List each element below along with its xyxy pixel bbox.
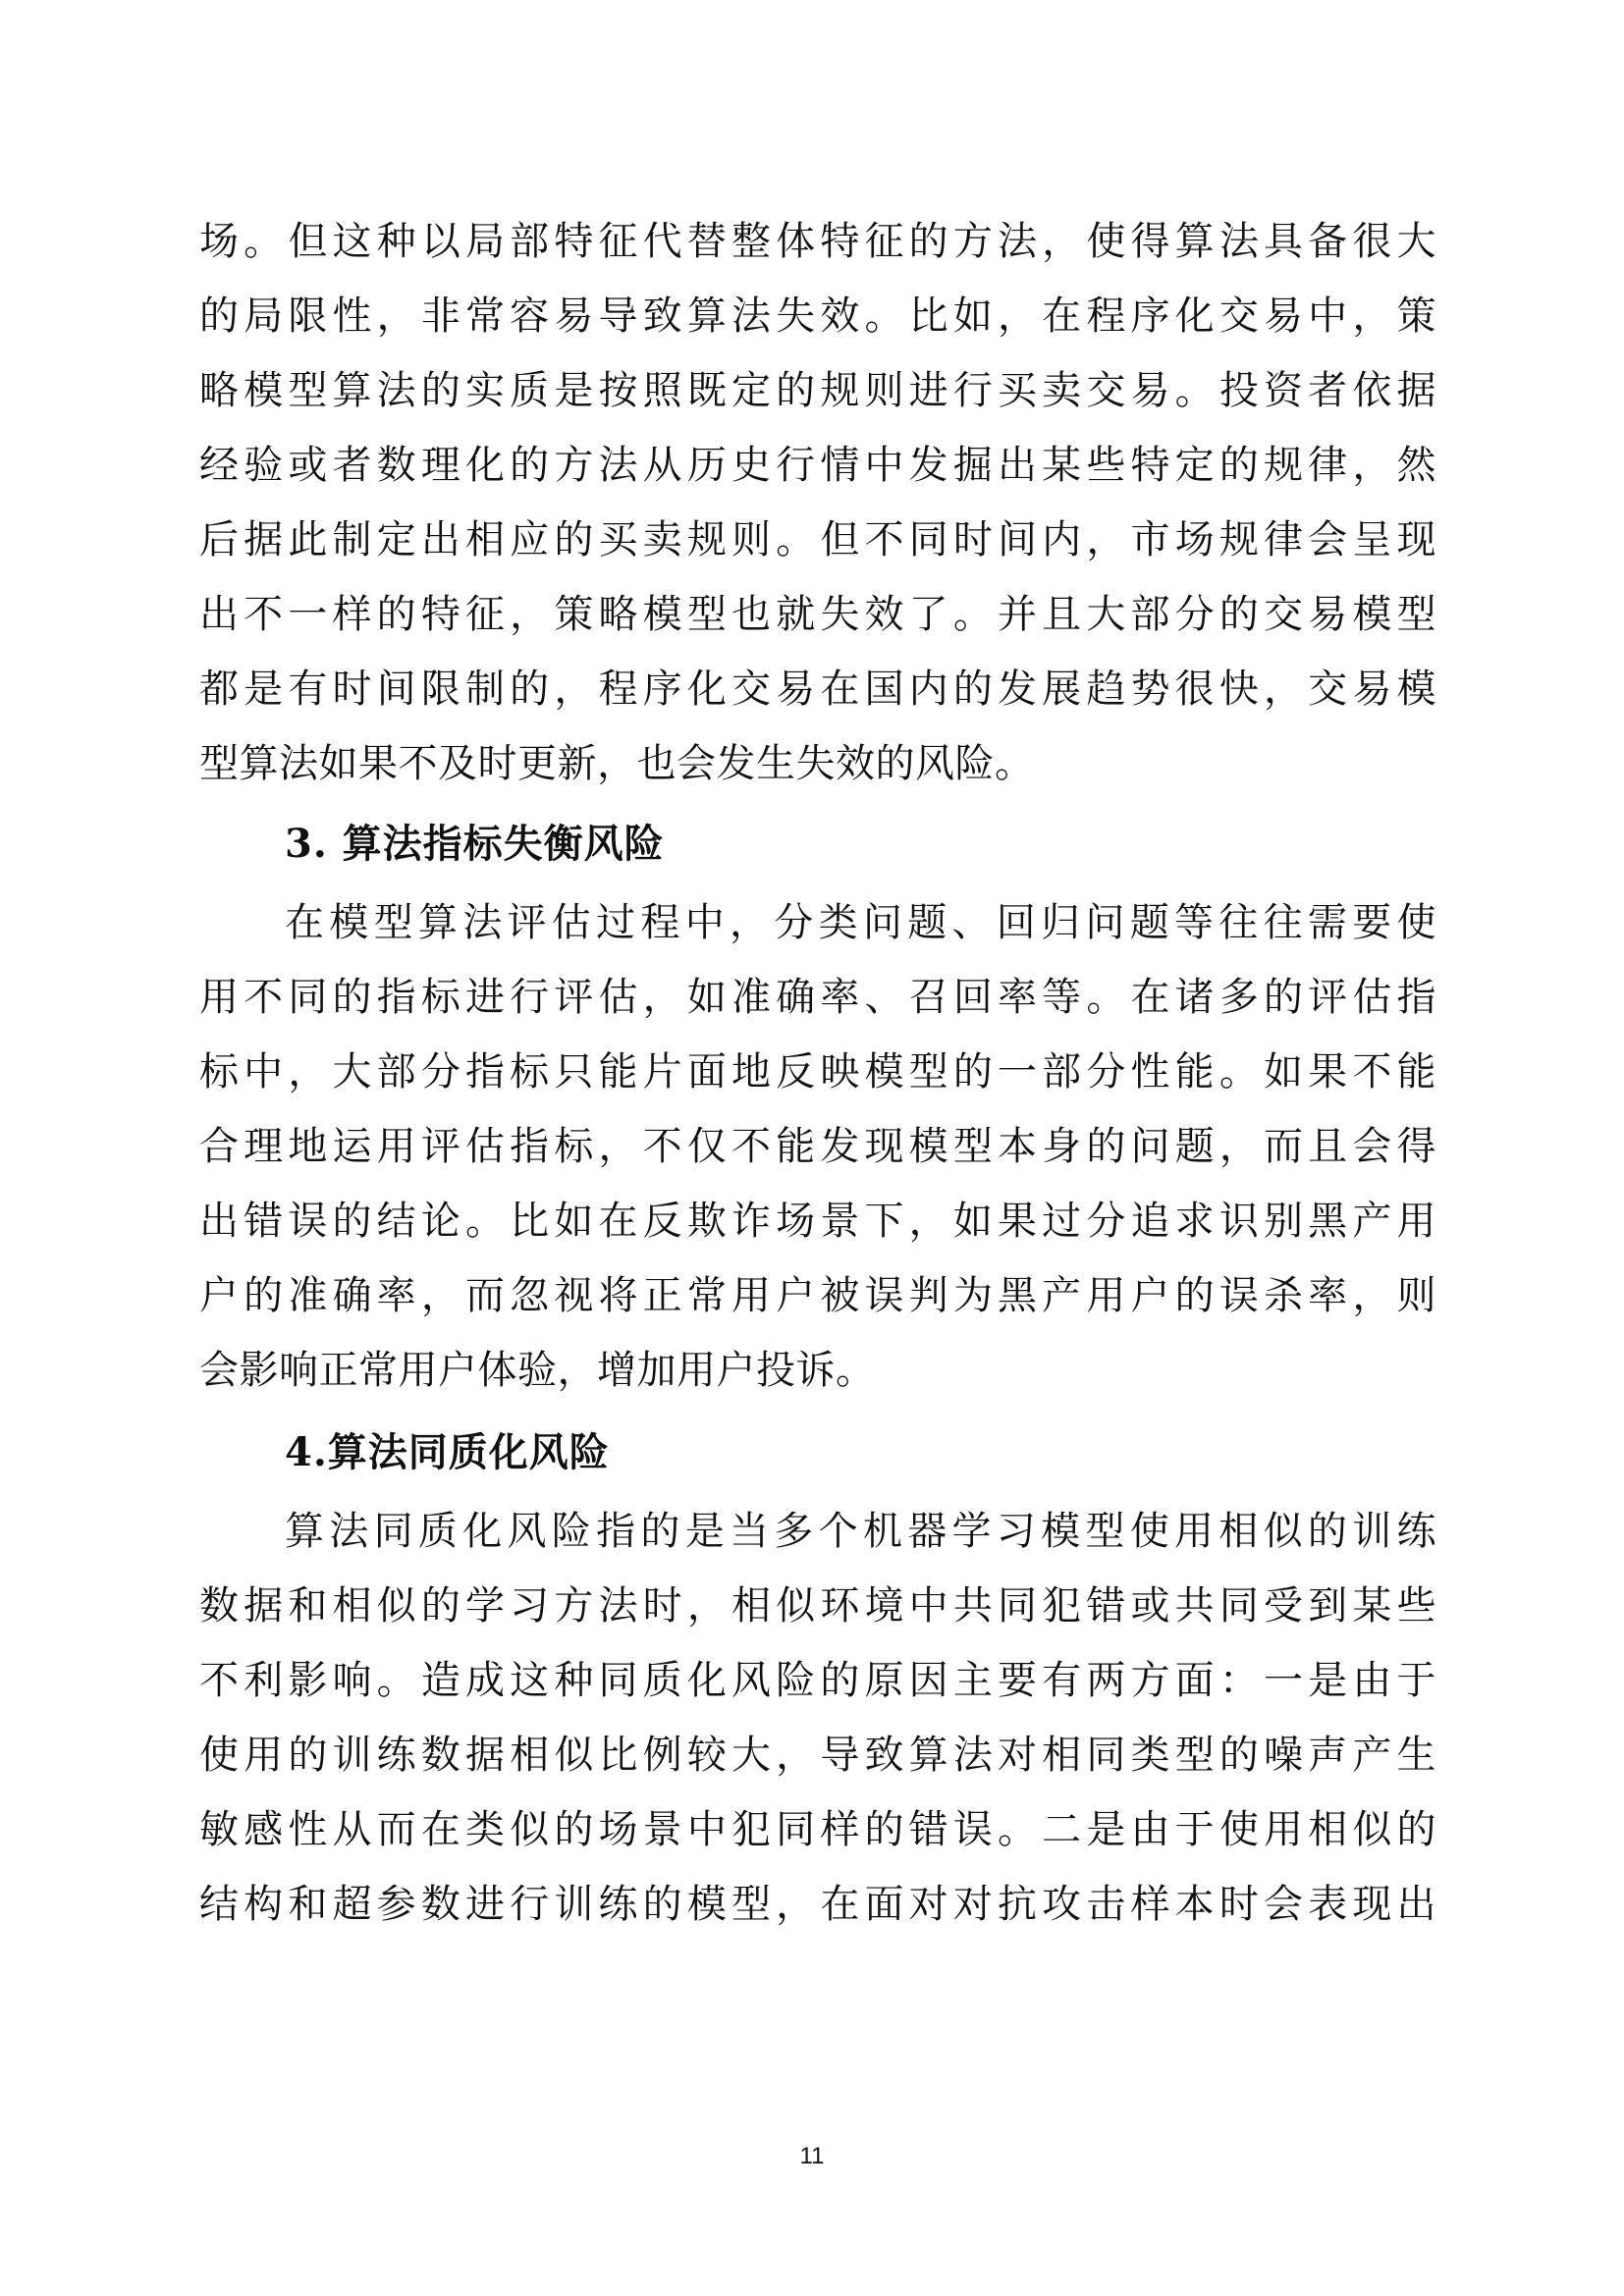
paragraph-3-line-5: 敏感性从而在类似的场景中犯同样的错误。二是由于使用相似的 bbox=[199, 1807, 1436, 1852]
paragraph-2-line-2: 用不同的指标进行评估，如准确率、召回率等。在诸多的评估指 bbox=[199, 975, 1436, 1020]
paragraph-1-line-8: 型算法如果不及时更新，也会发生失效的风险。 bbox=[199, 741, 1035, 786]
section-heading-4: 4.算法同质化风险 bbox=[285, 1429, 610, 1475]
paragraph-1-line-5: 后据此制定出相应的买卖规则。但不同时间内，市场规律会呈现 bbox=[199, 517, 1436, 562]
paragraph-3-line-2: 数据和相似的学习方法时，相似环境中共同犯错或共同受到某些 bbox=[199, 1583, 1436, 1629]
paragraph-2-line-3: 标中，大部分指标只能片面地反映模型的一部分性能。如果不能 bbox=[199, 1049, 1436, 1095]
paragraph-2-line-1: 在模型算法评估过程中，分类问题、回归问题等往往需要使 bbox=[285, 900, 1436, 945]
paragraph-2-line-4: 合理地运用评估指标，不仅不能发现模型本身的问题，而且会得 bbox=[199, 1124, 1436, 1169]
paragraph-3-line-3: 不利影响。造成这种同质化风险的原因主要有两方面：一是由于 bbox=[199, 1658, 1436, 1703]
paragraph-3-line-6: 结构和超参数进行训练的模型，在面对对抗攻击样本时会表现出 bbox=[199, 1882, 1436, 1927]
paragraph-1-line-1: 场。但这种以局部特征代替整体特征的方法，使得算法具备很大 bbox=[199, 219, 1436, 264]
page-number: 11 bbox=[799, 2143, 825, 2169]
paragraph-2-line-7: 会影响正常用户体验，增加用户投诉。 bbox=[199, 1348, 876, 1393]
paragraph-1-line-3: 略模型算法的实质是按照既定的规则进行买卖交易。投资者依据 bbox=[199, 368, 1436, 413]
paragraph-1-line-4: 经验或者数理化的方法从历史行情中发掘出某些特定的规律，然 bbox=[199, 443, 1436, 488]
paragraph-1-line-2: 的局限性，非常容易导致算法失效。比如，在程序化交易中，策 bbox=[199, 294, 1436, 339]
paragraph-1-line-6: 出不一样的特征，策略模型也就失效了。并且大部分的交易模型 bbox=[199, 592, 1436, 637]
paragraph-2-line-6: 户的准确率，而忽视将正常用户被误判为黑产用户的误杀率，则 bbox=[199, 1273, 1436, 1318]
paragraph-1-line-7: 都是有时间限制的，程序化交易在国内的发展趋势很快，交易模 bbox=[199, 667, 1436, 712]
section-heading-3: 3. 算法指标失衡风险 bbox=[285, 821, 665, 867]
paragraph-3-line-4: 使用的训练数据相似比例较大，导致算法对相同类型的噪声产生 bbox=[199, 1733, 1436, 1778]
paragraph-2-line-5: 出错误的结论。比如在反欺诈场景下，如果过分追求识别黑产用 bbox=[199, 1199, 1436, 1244]
paragraph-3-line-1: 算法同质化风险指的是当多个机器学习模型使用相似的训练 bbox=[285, 1509, 1436, 1554]
